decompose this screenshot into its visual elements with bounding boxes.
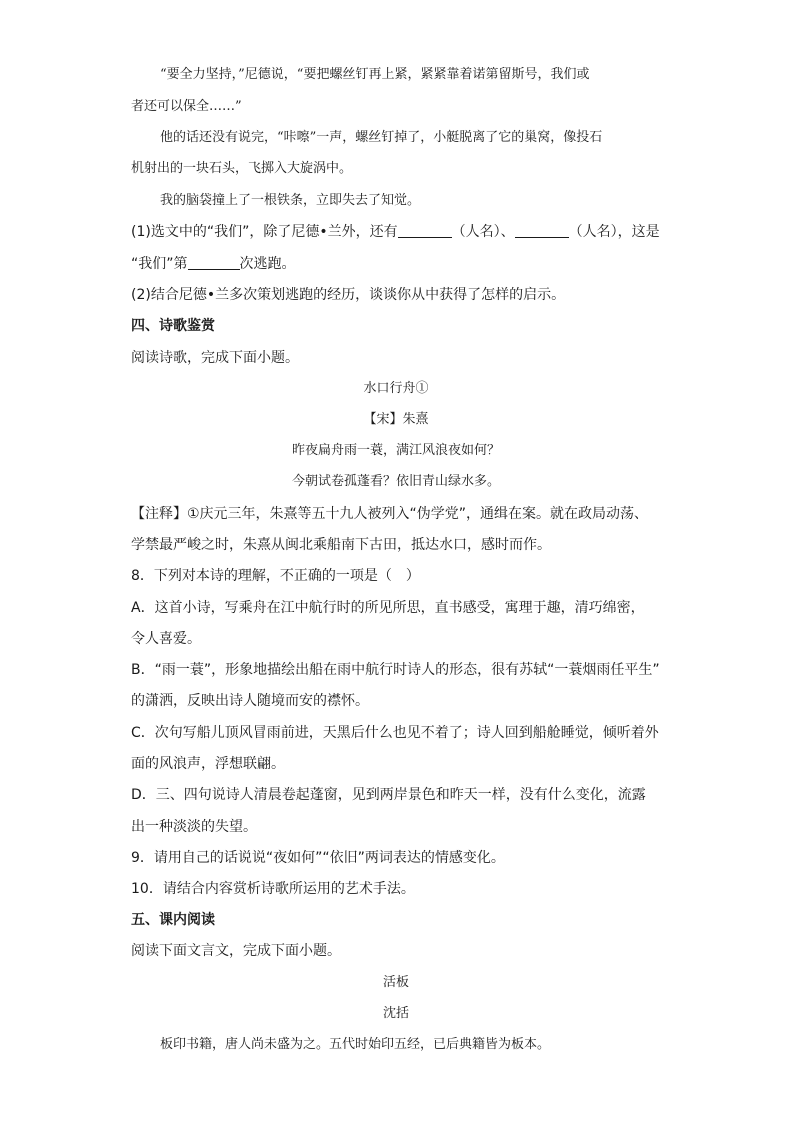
question-2: (2)结合尼德•兰多次策划逃跑的经历，谈谈你从中获得了怎样的启示。 [131,287,566,303]
option-b-line-2: 的潇洒，反映出诗人随境而安的襟怀。 [131,693,369,709]
question-1-text-c: （人名），这是 [568,224,660,240]
answer-blank-count[interactable] [188,255,240,270]
poem-line-1: 昨夜扁舟雨一蓑，满江风浪夜如何？ [291,443,500,458]
excerpt-paragraph-2-line-1: 他的话还没有说完，“咔嚓”一声，螺丝钉掉了，小艇脱离了它的巢窝，像投石 [160,130,603,145]
excerpt-paragraph-2-line-2: 机射出的一块石头，飞掷入大旋涡中。 [131,161,353,176]
question-10: 10．请结合内容赏析诗歌所运用的艺术手法。 [131,881,415,897]
answer-blank-name-1[interactable] [398,223,452,238]
poem-title: 水口行舟① [363,381,429,396]
question-1-text-b: （人名）、 [451,224,515,240]
question-1-text-e: 次逃跑。 [239,256,296,272]
excerpt-paragraph-3-line-1: 我的脑袋撞上了一根铁条，立即失去了知觉。 [160,193,421,208]
option-c-line-1[interactable]: C．次句写船儿顶风冒雨前进，天黑后什么也见不着了；诗人回到船舱睡觉，倾听着外 [131,725,659,741]
text-author: 沈括 [382,1006,409,1021]
poem-note-line-1: 【注释】①庆元三年，朱熹等五十九人被列入“伪学党”，通缉在案。就在政局动荡、 [131,506,649,522]
text-line-1: 板印书籍，唐人尚未盛为之。五代时始印五经，已后典籍皆为板本。 [160,1037,551,1052]
option-a-line-2: 令人喜爱。 [131,631,201,647]
question-1-line-1 [131,222,661,242]
poem-author: 【宋】朱熹 [363,412,429,427]
poem-line-2: 今朝试卷孤蓬看？依旧青山绿水多。 [291,474,500,489]
answer-blank-name-2[interactable] [515,223,569,238]
section-4-heading: 四、诗歌鉴赏 [131,318,215,334]
option-d-line-1[interactable]: D．三、四句说诗人清晨卷起蓬窗，见到两岸景色和昨天一样，没有什么变化，流露 [131,787,646,803]
question-1-text-a: (1)选文中的“我们”，除了尼德•兰外，还有 [131,224,398,240]
option-b-line-1[interactable]: B．“雨一蓑”，形象地描绘出船在雨中航行时诗人的形态，很有苏轼“一蓑烟雨任平生” [131,662,660,678]
question-1-line-2 [131,254,661,274]
option-c-line-2: 面的风浪声，浮想联翩。 [131,756,285,772]
section-4-instruction: 阅读诗歌，完成下面小题。 [131,350,299,366]
section-5-instruction: 阅读下面文言文，完成下面小题。 [131,943,341,959]
section-5-heading: 五、课内阅读 [131,912,215,928]
question-9: 9．请用自己的话说说“夜如何”“依旧”两词表达的情感变化。 [131,850,505,866]
question-8: 8．下列对本诗的理解，不正确的一项是（ ） [131,568,420,584]
option-a-line-1[interactable]: A．这首小诗，写乘舟在江中航行时的所见所思，直书感受，寓理于趣，清巧绵密， [131,600,645,616]
question-1-text-d: “我们”第 [131,256,188,272]
excerpt-paragraph-1-line-2: 者还可以保全……” [131,99,242,114]
excerpt-paragraph-1-line-1: “要全力坚持，”尼德说，“要把螺丝钉再上紧，紧紧靠着诺第留斯号，我们或 [160,67,590,82]
option-d-line-2: 出一种淡淡的失望。 [131,819,257,835]
poem-note-line-2: 学禁最严峻之时，朱熹从闽北乘船南下古田，抵达水口，感时而作。 [131,537,551,553]
text-title: 活板 [382,975,409,990]
